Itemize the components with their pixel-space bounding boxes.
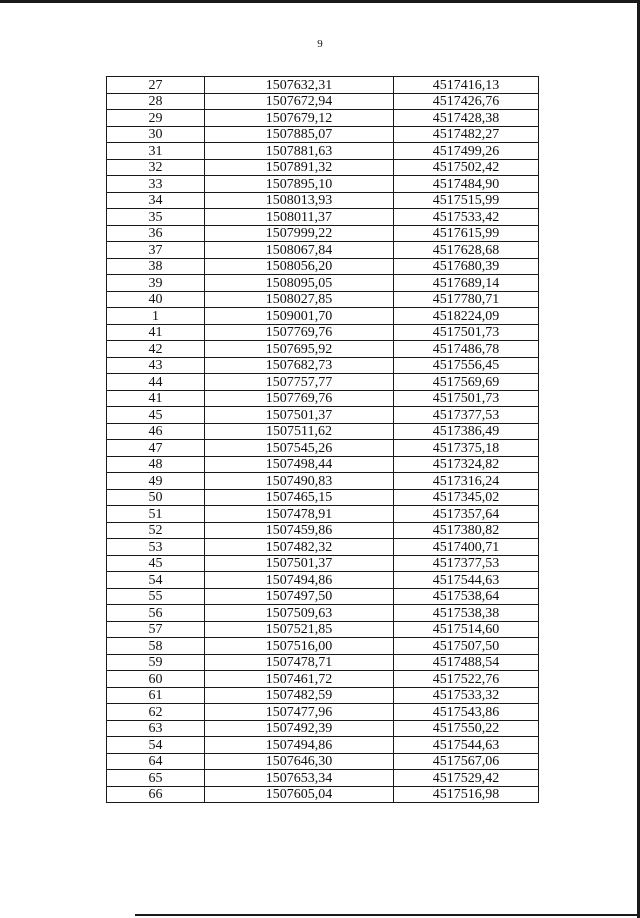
- y-coordinate-cell: 4517628,68: [394, 242, 539, 259]
- point-number-cell: 59: [107, 654, 205, 671]
- table-row: [107, 473, 539, 490]
- x-coordinate-cell: 1507497,50: [205, 588, 394, 605]
- x-coordinate-cell: 1507478,91: [205, 506, 394, 523]
- point-number-cell: 39: [107, 275, 205, 292]
- point-number-cell: 33: [107, 176, 205, 193]
- table-row: [107, 225, 539, 242]
- y-coordinate-cell: 4517428,38: [394, 110, 539, 127]
- y-coordinate-cell: 4517533,32: [394, 687, 539, 704]
- table-row: [107, 176, 539, 193]
- x-coordinate-cell: 1507482,32: [205, 539, 394, 556]
- y-coordinate-cell: 4517569,69: [394, 374, 539, 391]
- x-coordinate-cell: 1507490,83: [205, 473, 394, 490]
- y-coordinate-cell: 4517486,78: [394, 341, 539, 358]
- table-row: [107, 143, 539, 160]
- point-number-cell: 43: [107, 357, 205, 374]
- table-row: [107, 588, 539, 605]
- point-number-cell: 65: [107, 770, 205, 787]
- x-coordinate-cell: 1507895,10: [205, 176, 394, 193]
- x-coordinate-cell: 1507501,37: [205, 555, 394, 572]
- x-coordinate-cell: 1507478,71: [205, 654, 394, 671]
- y-coordinate-cell: 4517516,98: [394, 786, 539, 803]
- point-number-cell: 55: [107, 588, 205, 605]
- point-number-cell: 57: [107, 621, 205, 638]
- table-row: [107, 159, 539, 176]
- point-number-cell: 46: [107, 423, 205, 440]
- x-coordinate-cell: 1507501,37: [205, 407, 394, 424]
- point-number-cell: 37: [107, 242, 205, 259]
- y-coordinate-cell: 4517550,22: [394, 720, 539, 737]
- x-coordinate-cell: 1508013,93: [205, 192, 394, 209]
- y-coordinate-cell: 4517316,24: [394, 473, 539, 490]
- y-coordinate-cell: 4517482,27: [394, 126, 539, 143]
- table-row: [107, 720, 539, 737]
- point-number-cell: 45: [107, 555, 205, 572]
- x-coordinate-cell: 1507482,59: [205, 687, 394, 704]
- coordinates-table: [106, 76, 539, 803]
- y-coordinate-cell: 4517522,76: [394, 671, 539, 688]
- y-coordinate-cell: 4517377,53: [394, 555, 539, 572]
- x-coordinate-cell: 1507769,76: [205, 390, 394, 407]
- y-coordinate-cell: 4517556,45: [394, 357, 539, 374]
- y-coordinate-cell: 4517544,63: [394, 572, 539, 589]
- y-coordinate-cell: 4517689,14: [394, 275, 539, 292]
- x-coordinate-cell: 1507498,44: [205, 456, 394, 473]
- point-number-cell: 58: [107, 638, 205, 655]
- y-coordinate-cell: 4517484,90: [394, 176, 539, 193]
- y-coordinate-cell: 4517533,42: [394, 209, 539, 226]
- table-row: [107, 522, 539, 539]
- x-coordinate-cell: 1507521,85: [205, 621, 394, 638]
- point-number-cell: 63: [107, 720, 205, 737]
- point-number-cell: 50: [107, 489, 205, 506]
- point-number-cell: 54: [107, 737, 205, 754]
- table-row: [107, 440, 539, 457]
- y-coordinate-cell: 4517538,64: [394, 588, 539, 605]
- point-number-cell: 54: [107, 572, 205, 589]
- table-row: [107, 539, 539, 556]
- y-coordinate-cell: 4517357,64: [394, 506, 539, 523]
- point-number-cell: 64: [107, 753, 205, 770]
- x-coordinate-cell: 1508027,85: [205, 291, 394, 308]
- point-number-cell: 53: [107, 539, 205, 556]
- point-number-cell: 47: [107, 440, 205, 457]
- y-coordinate-cell: 4517324,82: [394, 456, 539, 473]
- point-number-cell: 52: [107, 522, 205, 539]
- x-coordinate-cell: 1507459,86: [205, 522, 394, 539]
- x-coordinate-cell: 1507465,15: [205, 489, 394, 506]
- point-number-cell: 28: [107, 93, 205, 110]
- table-row: [107, 192, 539, 209]
- point-number-cell: 62: [107, 704, 205, 721]
- table-row: [107, 77, 539, 94]
- point-number-cell: 36: [107, 225, 205, 242]
- y-coordinate-cell: 4517499,26: [394, 143, 539, 160]
- x-coordinate-cell: 1508095,05: [205, 275, 394, 292]
- table-row: [107, 753, 539, 770]
- table-row: [107, 638, 539, 655]
- y-coordinate-cell: 4517345,02: [394, 489, 539, 506]
- point-number-cell: 42: [107, 341, 205, 358]
- y-coordinate-cell: 4517416,13: [394, 77, 539, 94]
- table-row: [107, 456, 539, 473]
- point-number-cell: 32: [107, 159, 205, 176]
- point-number-cell: 35: [107, 209, 205, 226]
- point-number-cell: 48: [107, 456, 205, 473]
- x-coordinate-cell: 1507672,94: [205, 93, 394, 110]
- table-row: [107, 654, 539, 671]
- point-number-cell: 34: [107, 192, 205, 209]
- point-number-cell: 31: [107, 143, 205, 160]
- x-coordinate-cell: 1507492,39: [205, 720, 394, 737]
- y-coordinate-cell: 4517377,53: [394, 407, 539, 424]
- table-row: [107, 357, 539, 374]
- x-coordinate-cell: 1507509,63: [205, 605, 394, 622]
- point-number-cell: 29: [107, 110, 205, 127]
- coordinates-table-body: [107, 77, 539, 803]
- point-number-cell: 51: [107, 506, 205, 523]
- point-number-cell: 60: [107, 671, 205, 688]
- x-coordinate-cell: 1507632,31: [205, 77, 394, 94]
- x-coordinate-cell: 1507494,86: [205, 572, 394, 589]
- table-row: [107, 110, 539, 127]
- y-coordinate-cell: 4517375,18: [394, 440, 539, 457]
- y-coordinate-cell: 4517515,99: [394, 192, 539, 209]
- point-number-cell: 61: [107, 687, 205, 704]
- y-coordinate-cell: 4517543,86: [394, 704, 539, 721]
- y-coordinate-cell: 4517538,38: [394, 605, 539, 622]
- table-row: [107, 423, 539, 440]
- point-number-cell: 44: [107, 374, 205, 391]
- table-row: [107, 242, 539, 259]
- table-row: [107, 374, 539, 391]
- x-coordinate-cell: 1507494,86: [205, 737, 394, 754]
- x-coordinate-cell: 1507682,73: [205, 357, 394, 374]
- y-coordinate-cell: 4517680,39: [394, 258, 539, 275]
- table-row: [107, 275, 539, 292]
- point-number-cell: 56: [107, 605, 205, 622]
- x-coordinate-cell: 1508056,20: [205, 258, 394, 275]
- y-coordinate-cell: 4518224,09: [394, 308, 539, 325]
- x-coordinate-cell: 1507545,26: [205, 440, 394, 457]
- table-row: [107, 390, 539, 407]
- page-number: 9: [317, 38, 323, 50]
- scan-edge-top: [0, 0, 640, 3]
- x-coordinate-cell: 1507511,62: [205, 423, 394, 440]
- table-row: [107, 704, 539, 721]
- table-row: [107, 687, 539, 704]
- x-coordinate-cell: 1507605,04: [205, 786, 394, 803]
- y-coordinate-cell: 4517380,82: [394, 522, 539, 539]
- table-row: [107, 93, 539, 110]
- table-row: [107, 555, 539, 572]
- y-coordinate-cell: 4517386,49: [394, 423, 539, 440]
- x-coordinate-cell: 1507461,72: [205, 671, 394, 688]
- x-coordinate-cell: 1507999,22: [205, 225, 394, 242]
- y-coordinate-cell: 4517567,06: [394, 753, 539, 770]
- table-row: [107, 737, 539, 754]
- x-coordinate-cell: 1507891,32: [205, 159, 394, 176]
- y-coordinate-cell: 4517529,42: [394, 770, 539, 787]
- x-coordinate-cell: 1508067,84: [205, 242, 394, 259]
- y-coordinate-cell: 4517507,50: [394, 638, 539, 655]
- table-row: [107, 324, 539, 341]
- scan-edge-bottom: [135, 914, 640, 916]
- x-coordinate-cell: 1507477,96: [205, 704, 394, 721]
- point-number-cell: 40: [107, 291, 205, 308]
- table-row: [107, 308, 539, 325]
- y-coordinate-cell: 4517502,42: [394, 159, 539, 176]
- point-number-cell: 45: [107, 407, 205, 424]
- table-row: [107, 671, 539, 688]
- table-row: [107, 341, 539, 358]
- x-coordinate-cell: 1507695,92: [205, 341, 394, 358]
- x-coordinate-cell: 1508011,37: [205, 209, 394, 226]
- x-coordinate-cell: 1507516,00: [205, 638, 394, 655]
- y-coordinate-cell: 4517400,71: [394, 539, 539, 556]
- point-number-cell: 41: [107, 390, 205, 407]
- y-coordinate-cell: 4517615,99: [394, 225, 539, 242]
- table-row: [107, 786, 539, 803]
- y-coordinate-cell: 4517544,63: [394, 737, 539, 754]
- x-coordinate-cell: 1509001,70: [205, 308, 394, 325]
- y-coordinate-cell: 4517501,73: [394, 324, 539, 341]
- table-row: [107, 605, 539, 622]
- point-number-cell: 41: [107, 324, 205, 341]
- table-row: [107, 489, 539, 506]
- point-number-cell: 38: [107, 258, 205, 275]
- table-row: [107, 126, 539, 143]
- point-number-cell: 30: [107, 126, 205, 143]
- y-coordinate-cell: 4517501,73: [394, 390, 539, 407]
- point-number-cell: 27: [107, 77, 205, 94]
- table-row: [107, 258, 539, 275]
- y-coordinate-cell: 4517514,60: [394, 621, 539, 638]
- point-number-cell: 66: [107, 786, 205, 803]
- table-row: [107, 407, 539, 424]
- x-coordinate-cell: 1507769,76: [205, 324, 394, 341]
- point-number-cell: 1: [107, 308, 205, 325]
- x-coordinate-cell: 1507653,34: [205, 770, 394, 787]
- x-coordinate-cell: 1507757,77: [205, 374, 394, 391]
- y-coordinate-cell: 4517426,76: [394, 93, 539, 110]
- x-coordinate-cell: 1507885,07: [205, 126, 394, 143]
- x-coordinate-cell: 1507881,63: [205, 143, 394, 160]
- table-row: [107, 209, 539, 226]
- point-number-cell: 49: [107, 473, 205, 490]
- table-row: [107, 572, 539, 589]
- table-row: [107, 621, 539, 638]
- y-coordinate-cell: 4517780,71: [394, 291, 539, 308]
- x-coordinate-cell: 1507646,30: [205, 753, 394, 770]
- table-row: [107, 770, 539, 787]
- x-coordinate-cell: 1507679,12: [205, 110, 394, 127]
- table-row: [107, 291, 539, 308]
- y-coordinate-cell: 4517488,54: [394, 654, 539, 671]
- table-row: [107, 506, 539, 523]
